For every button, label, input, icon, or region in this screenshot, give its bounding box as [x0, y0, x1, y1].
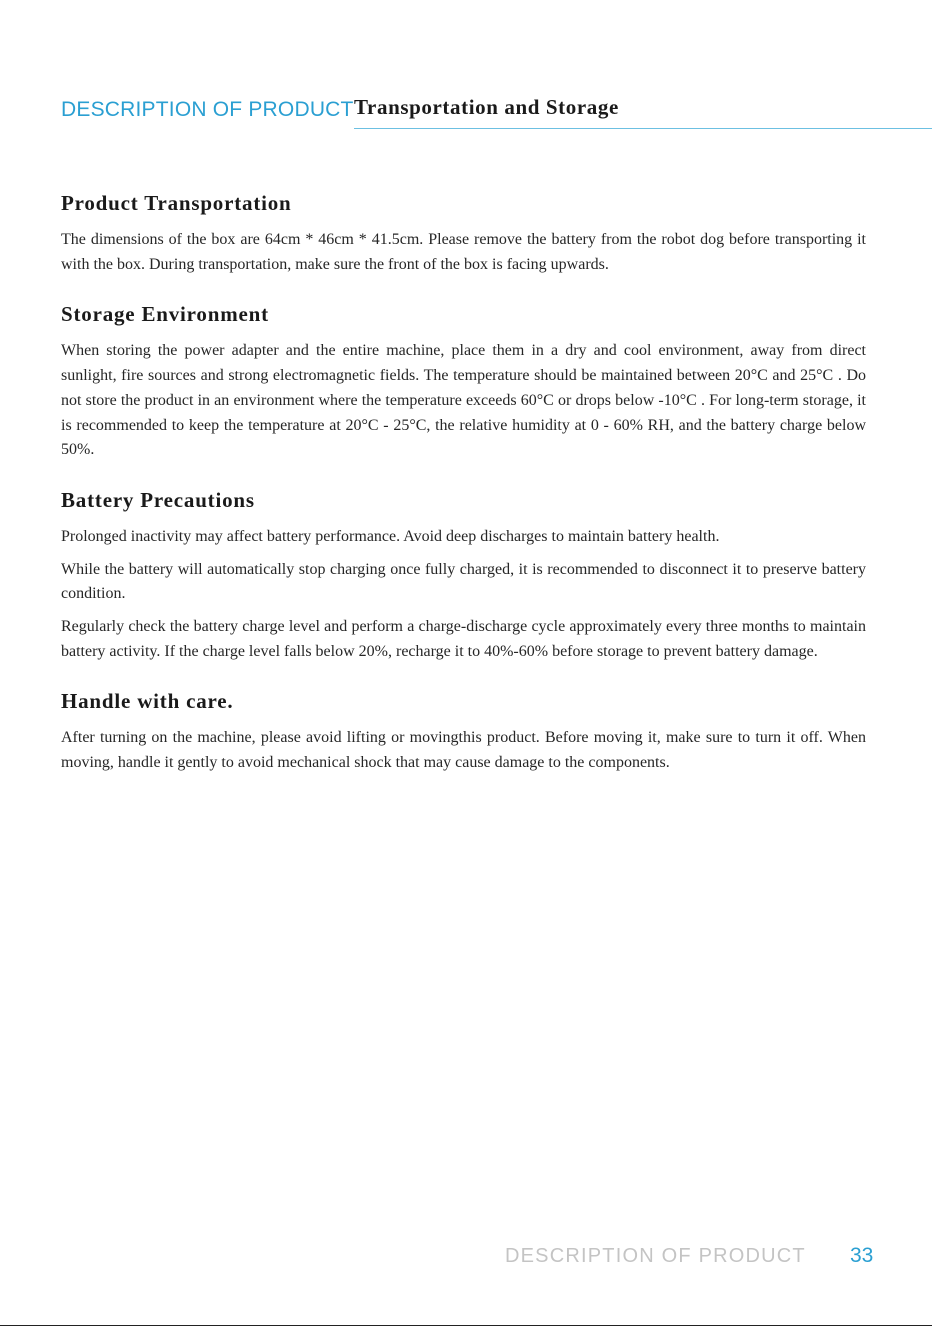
section-paragraph: After turning on the machine, please avoid lifting or movingthis product. Before moving it, make sure to turn it off. When moving, handle it gently to avoid mechanical shock that may cause damage to the components. — [61, 729, 866, 772]
header-section-label: DESCRIPTION OF PRODUCT — [61, 98, 354, 121]
section-storage-environment — [61, 299, 866, 463]
section-heading: Handle with care. — [61, 689, 234, 714]
section-battery-precautions — [61, 485, 866, 665]
footer-section-label: DESCRIPTION OF PRODUCT — [505, 1245, 806, 1267]
bottom-edge-line — [0, 1325, 932, 1326]
section-heading: Storage Environment — [61, 302, 269, 327]
section-paragraph: When storing the power adapter and the entire machine, place them in a dry and cool environment, away from direct sunlight, fire sources and strong electromagnetic fields. The temperature should be maintained between 20°C and 25°C . Do not store the product in an environment where the temperature exceeds 60°C or drops below -10°C . For long-term storage, it is recommended to keep the temperature at 20°C - 25°C, the relative humidity at 0 - 60% RH, and the battery charge below 50%. — [61, 342, 866, 459]
section-handle-with-care — [61, 686, 866, 775]
header-divider — [354, 128, 932, 129]
section-product-transportation — [61, 188, 866, 277]
section-heading: Product Transportation — [61, 191, 292, 215]
section-paragraph: Prolonged inactivity may affect battery performance. Avoid deep discharges to maintain battery health. — [61, 527, 720, 545]
page-header — [0, 0, 932, 140]
page-content — [61, 188, 866, 784]
section-heading: Battery Precautions — [61, 487, 255, 512]
section-paragraph: The dimensions of the box are 64cm * 46cm * 41.5cm. Please remove the battery from the robot dog before transporting it with the box. During transportation, make sure the front of the box is facing upwards. — [61, 231, 866, 273]
page-number: 33 — [850, 1244, 874, 1267]
section-paragraph: Regularly check the battery charge level and perform a charge-discharge cycle approximately every three months to maintain battery activity. If the charge level falls below 20%, recharge it to 40%-60% before storage to prevent battery damage. — [61, 618, 866, 660]
section-paragraph: While the battery will automatically stop charging once fully charged, it is recommended to disconnect it to preserve battery condition. — [61, 560, 866, 603]
page-title: Transportation and Storage — [354, 95, 619, 119]
